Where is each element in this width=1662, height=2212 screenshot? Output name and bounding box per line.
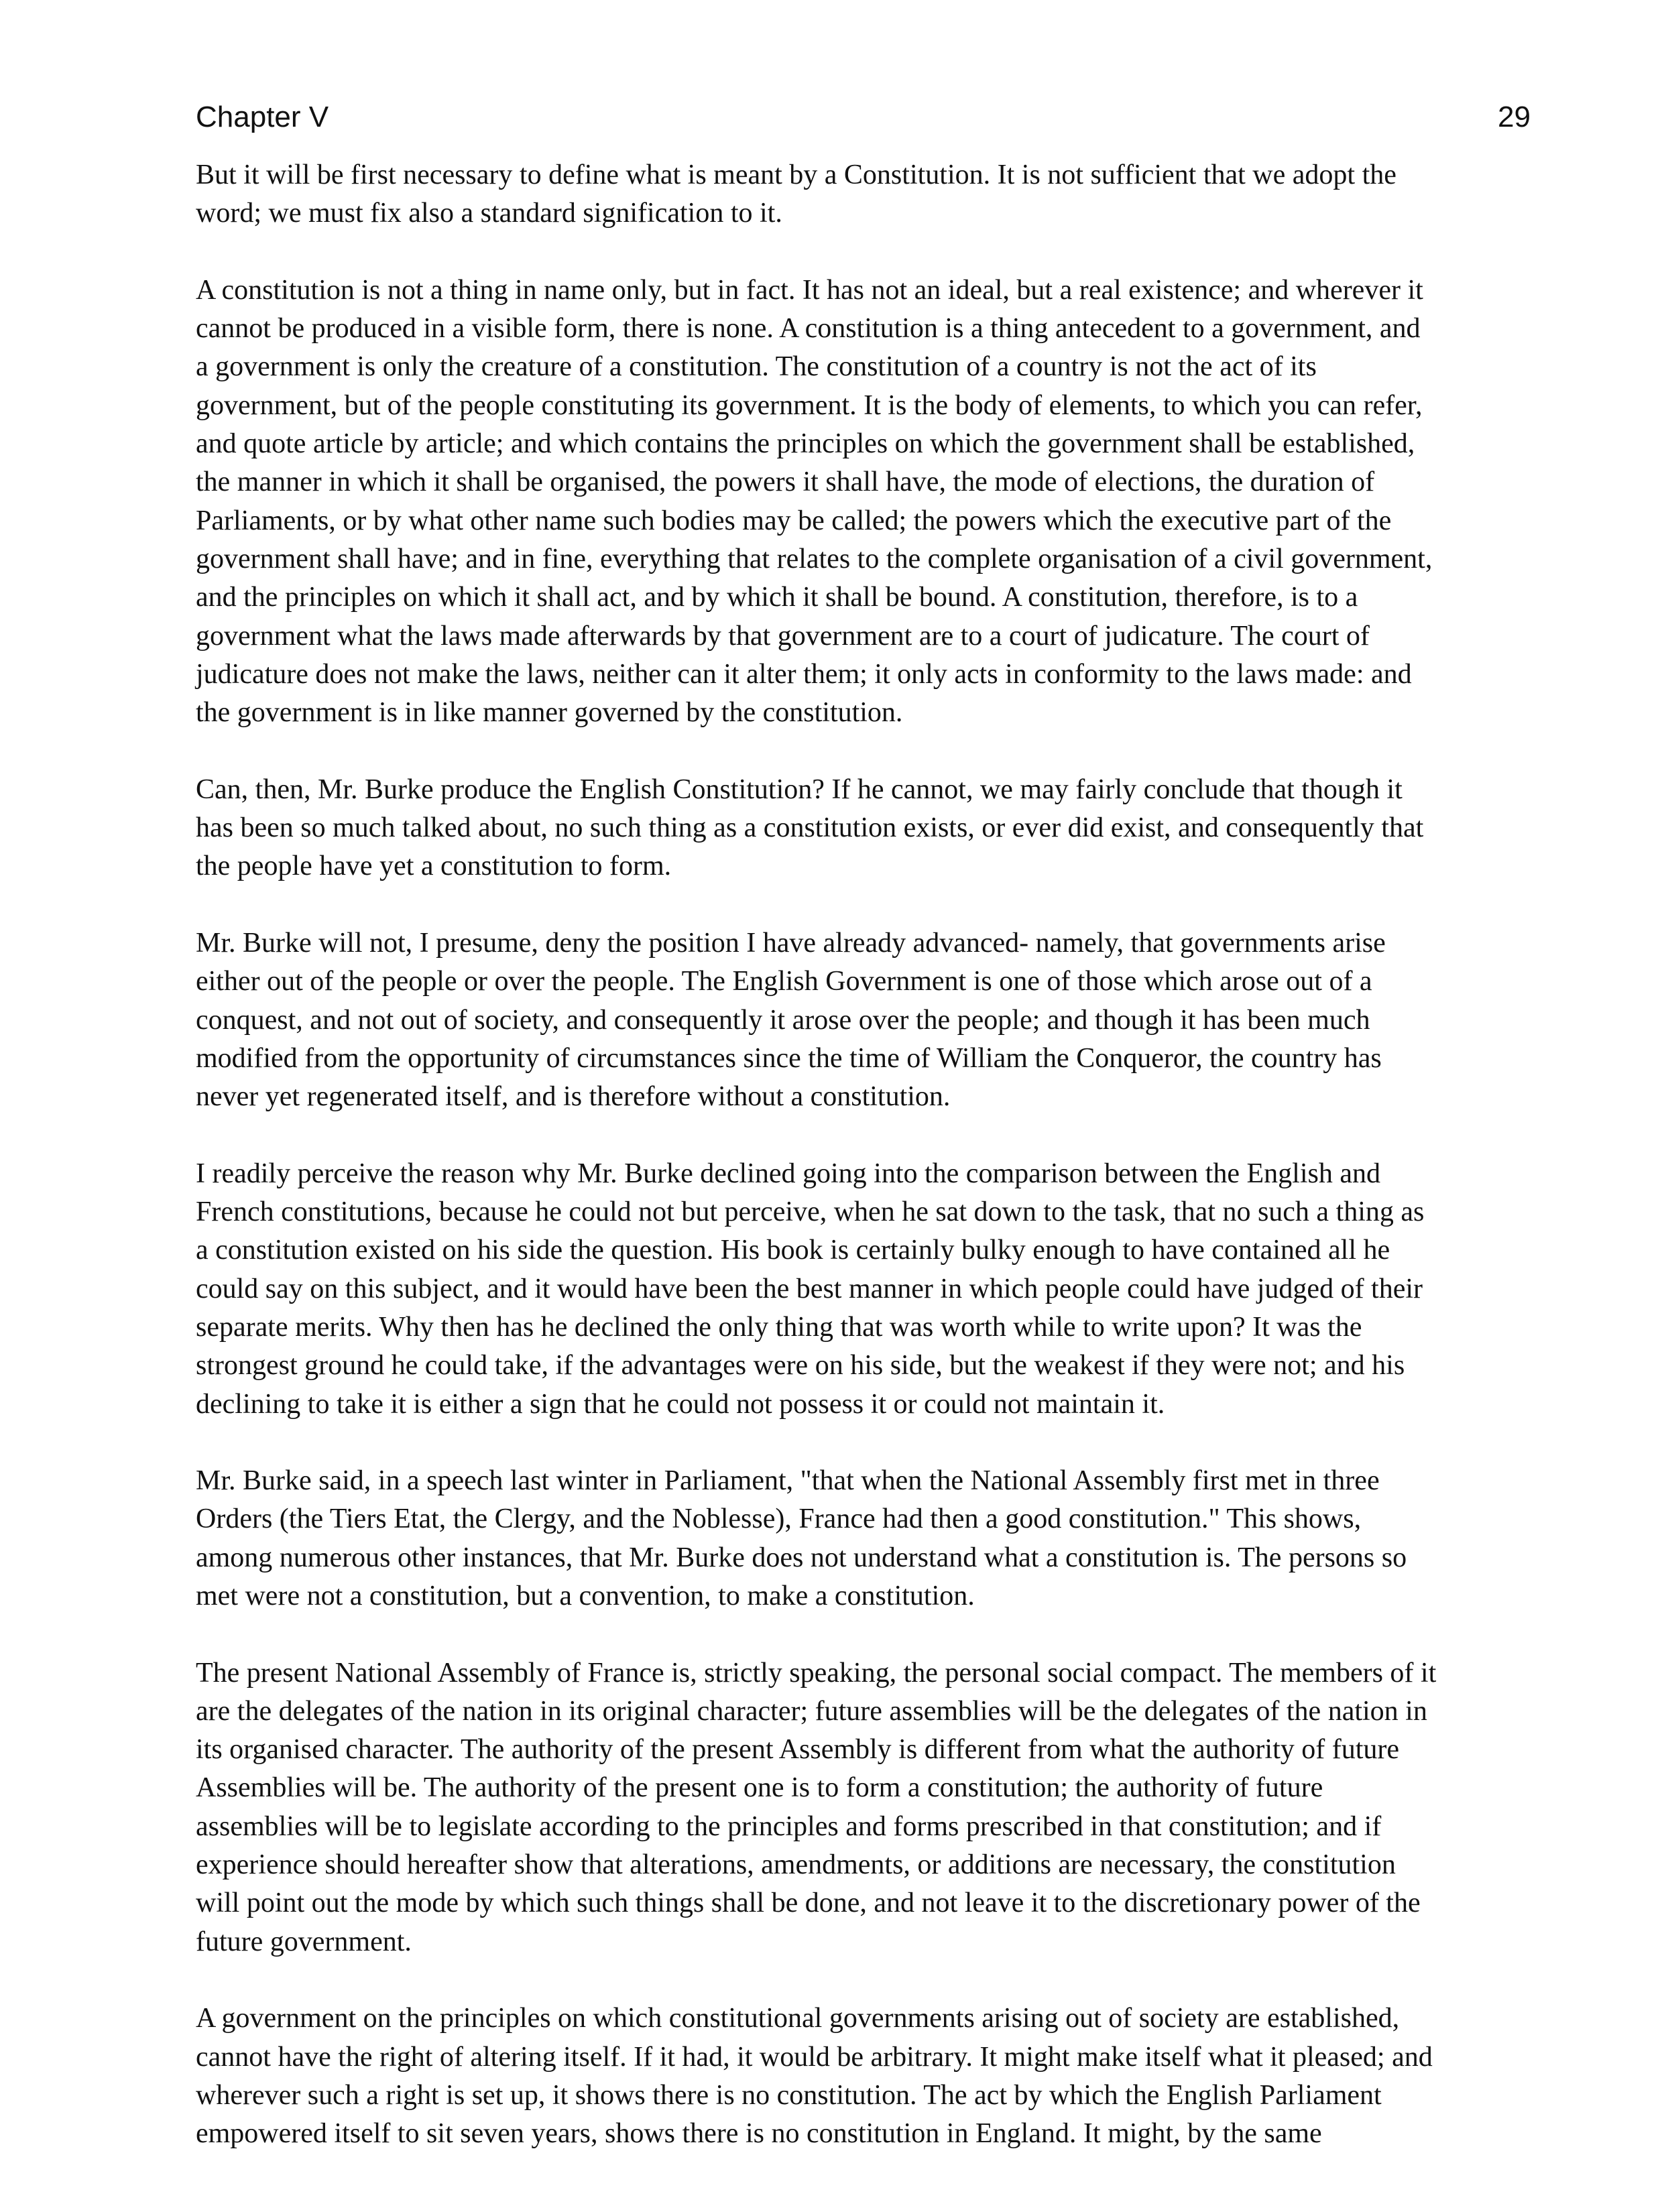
paragraph	[196, 924, 1436, 1116]
text-line: its organised character. The authority of the present Assembly is different from what the authority of future	[196, 1734, 1400, 1766]
text-line: assemblies will be to legislate according to the principles and forms prescribed in that constitution; and if	[196, 1810, 1382, 1842]
text-line: future government.	[196, 1926, 412, 1957]
text-line: never yet regenerated itself, and is therefore without a constitution.	[196, 1081, 951, 1113]
page-number: 29	[1498, 101, 1531, 133]
text-line: will point out the mode by which such things shall be done, and not leave it to the discretionary power of the	[196, 1888, 1421, 1919]
text-line: Parliaments, or by what other name such bodies may be called; the powers which the executive part of the	[196, 505, 1392, 536]
text-line: experience should hereafter show that alterations, amendments, or additions are necessary, the constitution	[196, 1849, 1396, 1881]
text-line: a constitution existed on his side the question. His book is certainly bulky enough to have contained all he	[196, 1235, 1390, 1266]
text-line: the manner in which it shall be organised, the powers it shall have, the mode of elections, the duration of	[196, 467, 1375, 498]
paragraph	[196, 1462, 1436, 1615]
paragraph	[196, 156, 1436, 233]
text-line: government what the laws made afterwards by that government are to a court of judicature. The court of	[196, 620, 1370, 652]
text-line: conquest, and not out of society, and consequently it arose over the people; and though it has been much	[196, 1004, 1370, 1036]
text-line: and quote article by article; and which contains the principles on which the government shall be established,	[196, 428, 1415, 460]
text-line: I readily perceive the reason why Mr. Burke declined going into the comparison between the English and	[196, 1158, 1380, 1189]
text-line: empowered itself to sit seven years, shows there is no constitution in England. It might, by the same	[196, 2118, 1322, 2150]
text-line: cannot have the right of altering itself. If it had, it would be arbitrary. It might make itself what it pleased; and	[196, 2041, 1433, 2073]
text-line: A constitution is not a thing in name only, but in fact. It has not an ideal, but a real existence; and wherever it	[196, 274, 1423, 306]
text-line: French constitutions, because he could not but perceive, when he sat down to the task, that no such a thing as	[196, 1196, 1425, 1228]
text-line: has been so much talked about, no such thing as a constitution exists, or ever did exist, and consequently that	[196, 812, 1424, 844]
text-line: A government on the principles on which constitutional governments arising out of society are established,	[196, 2003, 1400, 2034]
text-line: declining to take it is either a sign that he could not possess it or could not maintain it.	[196, 1388, 1165, 1420]
text-line: met were not a constitution, but a convention, to make a constitution.	[196, 1580, 975, 1611]
text-line: Mr. Burke will not, I presume, deny the position I have already advanced- namely, that governments arise	[196, 927, 1386, 959]
text-line: cannot be produced in a visible form, there is none. A constitution is a thing antecedent to a government, and	[196, 313, 1421, 345]
text-line: Orders (the Tiers Etat, the Clergy, and the Noblesse), France had then a good constitution." This shows,	[196, 1503, 1362, 1535]
paragraph	[196, 771, 1436, 886]
paragraph	[196, 1155, 1436, 1424]
paragraph	[196, 271, 1436, 733]
text-line: and the principles on which it shall act, and by which it shall be bound. A constitution, therefore, is to a	[196, 582, 1358, 613]
text-line: strongest ground he could take, if the advantages were on his side, but the weakest if they were not; and his	[196, 1350, 1405, 1381]
text-line: Mr. Burke said, in a speech last winter in Parliament, "that when the National Assembly first met in three	[196, 1465, 1380, 1497]
text-line: the government is in like manner governed by the constitution.	[196, 697, 903, 729]
text-line: either out of the people or over the people. The English Government is one of those which arose out of a	[196, 966, 1372, 997]
text-line: among numerous other instances, that Mr. Burke does not understand what a constitution is. The persons so	[196, 1542, 1407, 1573]
text-line: modified from the opportunity of circumstances since the time of William the Conqueror, the country has	[196, 1042, 1382, 1074]
text-line: The present National Assembly of France is, strictly speaking, the personal social compact. The members of it	[196, 1657, 1437, 1688]
text-line: could say on this subject, and it would have been the best manner in which people could have judged of their	[196, 1273, 1423, 1304]
text-line: government, but of the people constituting its government. It is the body of elements, to which you can refer,	[196, 389, 1423, 421]
text-line: wherever such a right is set up, it shows there is no constitution. The act by which the English Parliament	[196, 2079, 1382, 2111]
text-line: But it will be first necessary to define what is meant by a Constitution. It is not sufficient that we adopt the	[196, 160, 1397, 190]
text-line: Assemblies will be. The authority of the present one is to form a constitution; the authority of future	[196, 1772, 1323, 1804]
chapter-header: Chapter V	[196, 101, 329, 133]
text-line: Can, then, Mr. Burke produce the English Constitution? If he cannot, we may fairly conclude that though it	[196, 774, 1403, 805]
page-body	[196, 156, 1436, 2192]
text-line: word; we must fix also a standard signification to it.	[196, 198, 782, 229]
text-line: government shall have; and in fine, everything that relates to the complete organisation of a civil government,	[196, 543, 1433, 574]
text-line: judicature does not make the laws, neither can it alter them; it only acts in conformity to the laws made: and	[196, 658, 1412, 690]
paragraph	[196, 1654, 1436, 1961]
text-line: separate merits. Why then has he declined the only thing that was worth while to write upon? It was the	[196, 1311, 1362, 1343]
paragraph	[196, 2000, 1436, 2153]
text-line: a government is only the creature of a constitution. The constitution of a country is not the act of its	[196, 351, 1317, 383]
text-line: the people have yet a constitution to form.	[196, 851, 672, 882]
text-line: are the delegates of the nation in its original character; future assemblies will be the delegates of the nation in	[196, 1695, 1427, 1727]
